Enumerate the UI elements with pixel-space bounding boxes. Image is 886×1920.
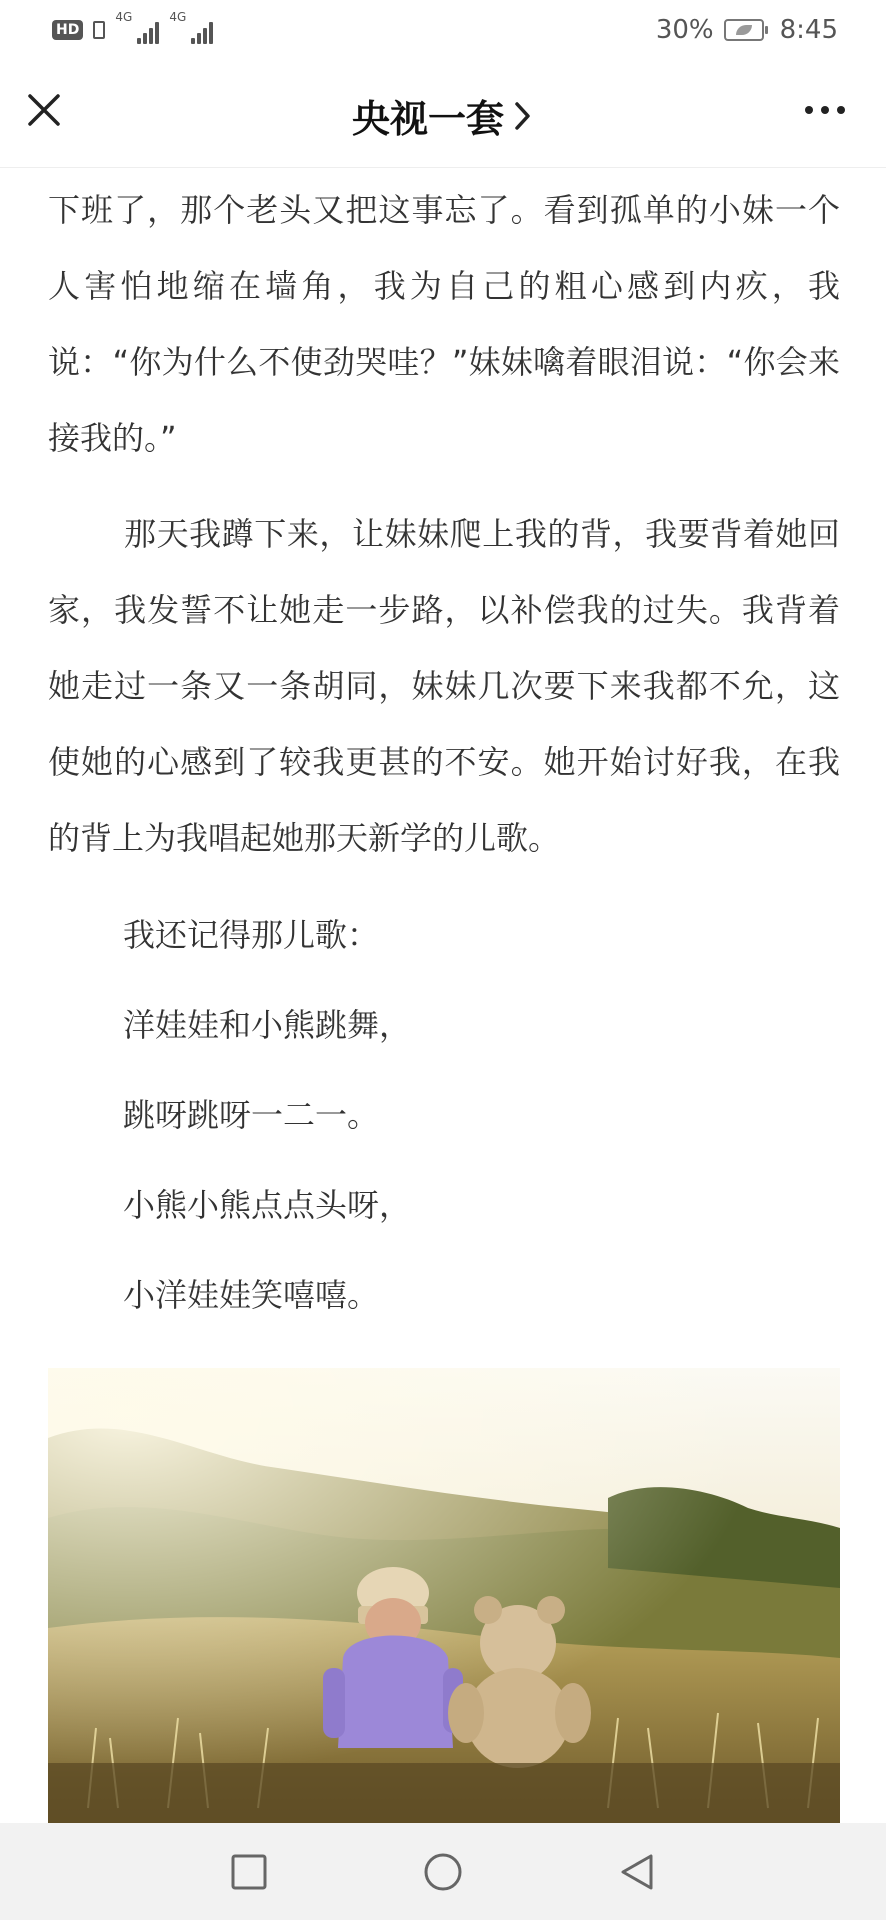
status-right	[656, 15, 838, 45]
more-horizontal-icon[interactable]	[804, 100, 846, 120]
status-bar	[0, 0, 886, 60]
article-body	[48, 172, 840, 1340]
signal-icon-1	[115, 10, 159, 44]
square-icon[interactable]	[227, 1850, 271, 1894]
battery-percent: 30%	[655, 15, 714, 45]
hd-badge: HD	[52, 20, 83, 40]
poem-block	[48, 890, 840, 1340]
clock: 8:45	[779, 15, 838, 45]
photo-child-with-teddy-bear	[48, 1368, 840, 1823]
triangle-back-icon[interactable]	[615, 1850, 659, 1894]
network-type-2: 4G	[169, 10, 187, 24]
article-paragraph: 下班了，那个老头又把这事忘了。看到孤单的小妹一个人害怕地缩在墙角，我为自己的粗心感到内疚，我说：“你为什么不使劲哭哇？”妹妹噙着眼泪说：“你会来接我的。”	[48, 191, 840, 457]
poem-line: 小熊小熊点点头呀，	[123, 1186, 412, 1224]
signal-icon-2	[169, 10, 213, 44]
battery-icon	[724, 19, 764, 41]
circle-icon[interactable]	[421, 1850, 465, 1894]
poem-line: 洋娃娃和小熊跳舞，	[123, 1006, 412, 1044]
top-bar	[0, 60, 886, 168]
poem-line: 小洋娃娃笑嘻嘻。	[123, 1276, 380, 1314]
article-paragraph: 那天我蹲下来，让妹妹爬上我的背，我要背着她回家，我发誓不让她走一步路，以补偿我的过失。我背着她走过一条又一条胡同，妹妹几次要下来我都不允，这使她的心感到了较我更甚的不安。她开始讨好我，在我的背上为我唱起她那天新学的儿歌。	[48, 515, 840, 857]
chevron-right-icon	[512, 99, 534, 133]
system-nav-bar	[0, 1823, 886, 1920]
sim-icon	[93, 21, 105, 39]
poem-line: 跳呀跳呀一二一。	[123, 1096, 380, 1134]
article-photo[interactable]	[48, 1368, 840, 1823]
page-title: 央视一套	[351, 97, 504, 141]
account-title-link[interactable]	[0, 88, 886, 143]
network-type-1: 4G	[115, 10, 133, 24]
status-left	[52, 10, 213, 44]
poem-line: 我还记得那儿歌：	[123, 916, 380, 954]
